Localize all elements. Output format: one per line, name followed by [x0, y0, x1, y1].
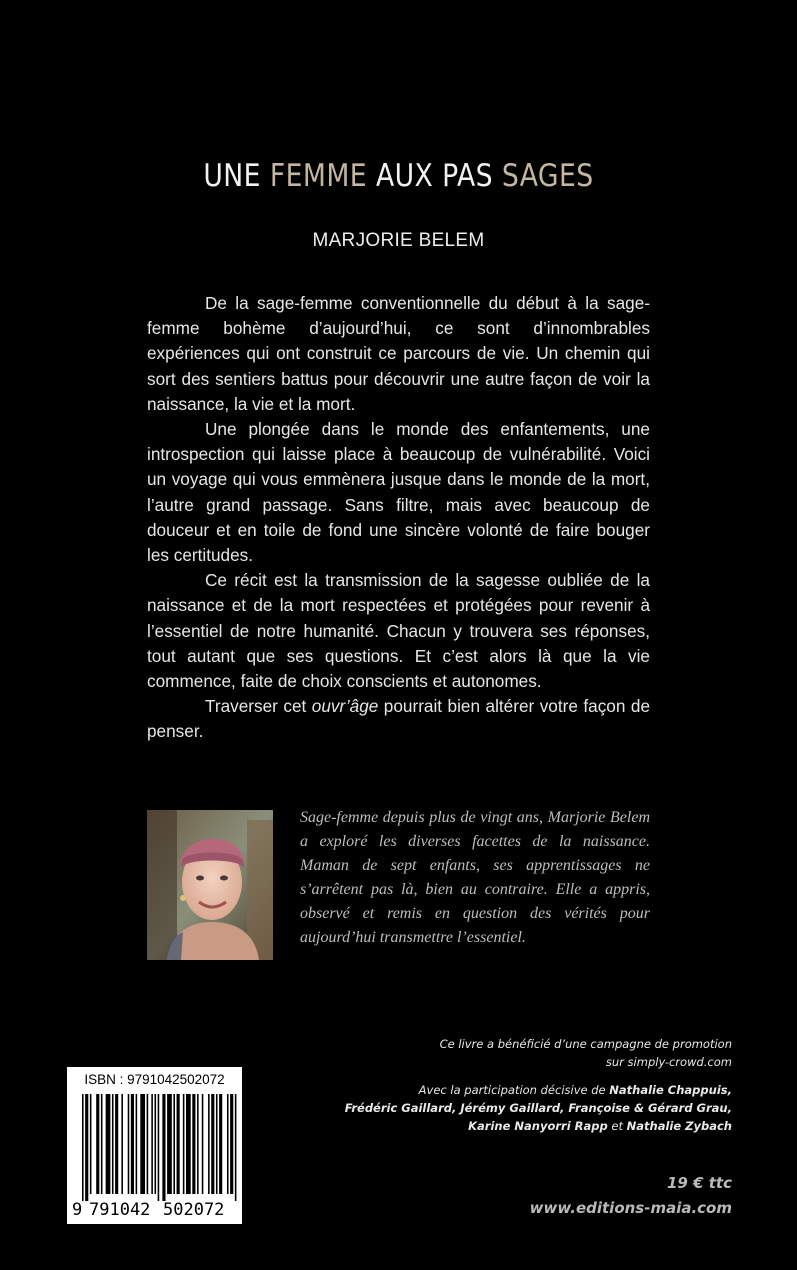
summary-paragraph-4	[147, 694, 650, 744]
barcode-digits	[67, 1200, 242, 1222]
book-summary	[147, 291, 650, 745]
barcode-digit-first: 9	[72, 1200, 83, 1220]
summary-p4-emphasis: ouvr’âge	[311, 696, 379, 717]
credits-name-4: Nathalie Zybach	[626, 1119, 732, 1133]
credits-name-3: Karine Nanyorri Rapp	[468, 1119, 608, 1133]
summary-p4-start: Traverser cet	[205, 696, 312, 717]
isbn-barcode	[67, 1067, 242, 1224]
credits-and: et	[607, 1119, 627, 1133]
author-name: MARJORIE BELEM	[312, 230, 485, 251]
summary-paragraph-2: Une plongée dans le monde des enfantements, une introspection qui laisse place à beaucoup de vulnérabilité. Voici un voyage qui vous emmènera jusque dans le monde de la mort, l’autre grand passage. Sans filtre, mais avec beaucoup de douceur et en toile de fond une sincère volonté de faire bouger les certitudes.	[147, 419, 650, 566]
credits-intro: Avec la participation décisive de	[418, 1083, 610, 1097]
promotion-note	[352, 1035, 732, 1071]
promo-line-1: Ce livre a bénéficié d’une campagne de promotion	[439, 1037, 732, 1051]
title-word-une: UNE	[203, 158, 261, 194]
summary-p4-end: pourrait bien altérer votre façon de penser.	[147, 696, 651, 742]
barcode-digits-left: 791042	[89, 1200, 151, 1220]
credits-names-2: Frédéric Gaillard, Jérémy Gaillard, Françoise & Gérard Grau,	[344, 1101, 732, 1115]
author-photo	[147, 810, 273, 960]
title-word-aux-pas: AUX PAS	[375, 158, 493, 194]
author-bio: Sage-femme depuis plus de vingt ans, Marjorie Belem a exploré les diverses facettes de la naissance. Maman de sept enfants, ses apprentissages ne s’arrêtent pas là, bien au contraire. Elle a appris, observé et remis en question des vérités pour aujourd’hui transmettre l’essentiel.	[300, 809, 650, 946]
book-title	[56, 158, 741, 194]
summary-paragraph-1: De la sage-femme conventionnelle du début à la sage-femme bohème d’aujourd’hui, ce sont d’innombrables expériences qui ont construit ce parcours de vie. Un chemin qui sort des sentiers battus pour découvrir une autre façon de voir la naissance, la vie et la mort.	[147, 293, 650, 414]
price: 19 € ttc	[667, 1174, 732, 1192]
credits-note	[312, 1081, 732, 1135]
summary-paragraph-3: Ce récit est la transmission de la sagesse oubliée de la naissance et de la mort respectées et protégées pour revenir à l’essentiel de notre humanité. Chacun y trouvera ses réponses, tout autant que ses questions. Et c’est alors là que la vie commence, faite de choix conscients et autonomes.	[147, 570, 650, 692]
barcode-digits-right: 502072	[163, 1200, 225, 1220]
barcode-bars	[82, 1094, 238, 1201]
publisher-website: www.editions-maia.com	[529, 1199, 732, 1217]
title-word-femme: FEMME	[269, 158, 368, 194]
title-word-sages: SAGES	[501, 158, 594, 194]
credits-name-1: Nathalie Chappuis,	[609, 1083, 732, 1097]
isbn-label: ISBN : 9791042502072	[84, 1072, 225, 1087]
promo-line-2: sur simply-crowd.com	[605, 1055, 732, 1069]
